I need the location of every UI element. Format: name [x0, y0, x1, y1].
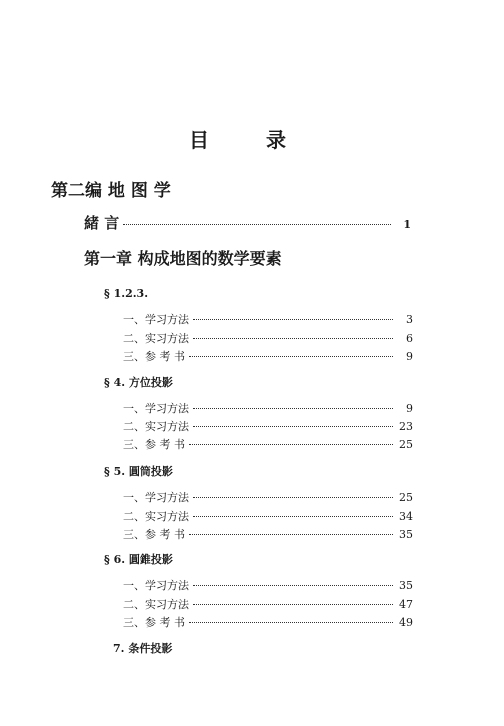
toc-entry-label: 三、参 考 书: [123, 528, 185, 541]
toc-entry-page: 6: [406, 332, 413, 345]
toc-entry[interactable]: [123, 330, 413, 346]
toc-entry-page: 34: [399, 510, 413, 523]
toc-entry-page: 23: [399, 420, 413, 433]
leader-dots: [193, 497, 393, 498]
page-title-char-1: 目: [189, 128, 209, 152]
toc-entry-label: 一、学习方法: [123, 491, 189, 504]
toc-entry[interactable]: [123, 526, 413, 542]
part-heading: 第二编 地 图 学: [51, 181, 171, 201]
toc-entry-page: 1: [403, 218, 411, 231]
toc-entry-page: 35: [399, 579, 413, 592]
toc-entry-page: 9: [406, 402, 413, 415]
leader-dots: [189, 534, 393, 535]
leader-dots: [193, 338, 393, 339]
section-heading: § 6. 圓錐投影: [104, 553, 173, 566]
toc-entry-intro[interactable]: [84, 212, 411, 232]
leader-dots: [189, 356, 393, 357]
toc-entry-label: 三、参 考 书: [123, 438, 185, 451]
toc-entry-label: 緒 言: [84, 214, 120, 232]
toc-entry-page: 3: [406, 313, 413, 326]
section-heading-7: 7. 条件投影: [113, 642, 173, 655]
toc-entry[interactable]: [123, 577, 413, 593]
leader-dots: [193, 319, 393, 320]
toc-entry-label: 二、实习方法: [123, 598, 189, 611]
toc-entry-label: 二、实习方法: [123, 420, 189, 433]
leader-dots: [193, 585, 393, 586]
toc-entry-page: 35: [399, 528, 413, 541]
toc-entry[interactable]: [123, 418, 413, 434]
toc-entry-label: 一、学习方法: [123, 579, 189, 592]
toc-entry-page: 9: [406, 350, 413, 363]
page-title-char-2: 录: [266, 128, 286, 152]
toc-entry[interactable]: [123, 348, 413, 364]
toc-entry[interactable]: [123, 596, 413, 612]
toc-entry[interactable]: [123, 436, 413, 452]
leader-dots: [193, 408, 393, 409]
chapter-heading: 第一章 构成地图的数学要素: [84, 249, 282, 268]
leader-dots: [193, 426, 393, 427]
section-heading: § 4. 方位投影: [104, 376, 173, 389]
toc-entry-label: 一、学习方法: [123, 313, 189, 326]
toc-entry-page: 25: [399, 438, 413, 451]
toc-entry-page: 25: [399, 491, 413, 504]
leader-dots: [193, 516, 393, 517]
toc-entry[interactable]: [123, 489, 413, 505]
leader-dots: [123, 224, 391, 225]
toc-entry[interactable]: [123, 508, 413, 524]
toc-entry-page: 47: [399, 598, 413, 611]
leader-dots: [189, 444, 393, 445]
toc-entry-page: 49: [399, 616, 413, 629]
toc-entry-label: 一、学习方法: [123, 402, 189, 415]
toc-entry-label: 三、参 考 书: [123, 350, 185, 363]
toc-entry-label: 三、参 考 书: [123, 616, 185, 629]
toc-entry[interactable]: [123, 614, 413, 630]
toc-entry-label: 二、实习方法: [123, 332, 189, 345]
leader-dots: [189, 622, 393, 623]
section-heading: § 1.2.3.: [104, 287, 149, 300]
leader-dots: [193, 604, 393, 605]
toc-entry[interactable]: [123, 400, 413, 416]
toc-entry[interactable]: [123, 311, 413, 327]
toc-entry-label: 二、实习方法: [123, 510, 189, 523]
section-heading: § 5. 圓筒投影: [104, 465, 173, 478]
